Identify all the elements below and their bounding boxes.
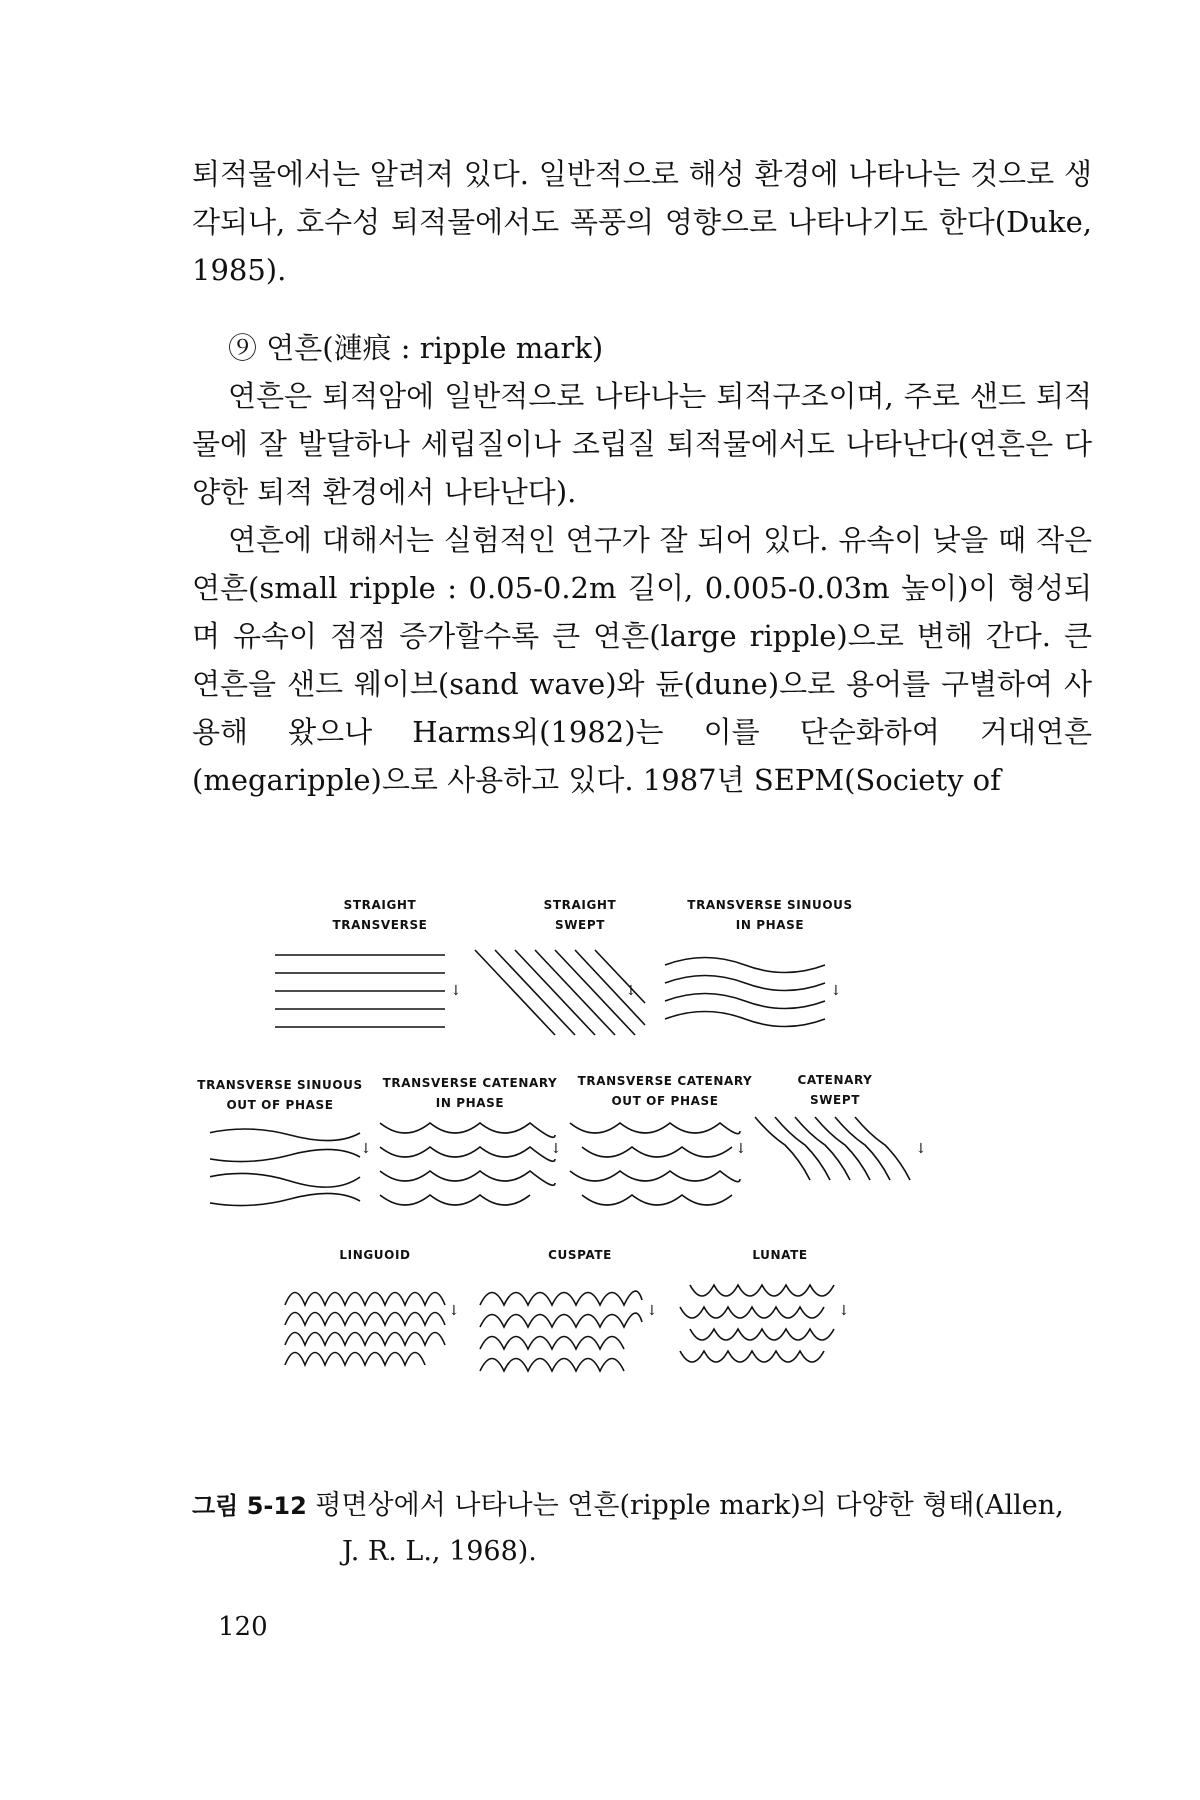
caption-citation: J. R. L., 1968).: [342, 1536, 537, 1567]
paragraph-2: 연흔은 퇴적암에 일반적으로 나타나는 퇴적구조이며, 주로 샌드 퇴적물에 잘 발달하나 세립질이나 조립질 퇴적물에서도 나타난다(연흔은 다양한 퇴적 환경에서 나타난다).: [192, 379, 1092, 509]
ripple-mark-figure: [197, 895, 1090, 1445]
transverse-sinuous-in-phase-diagram: [665, 958, 842, 1027]
lunate-diagram: [680, 1285, 850, 1362]
flow-arrow-icon: ↓: [838, 1303, 850, 1319]
label-linguoid: LINGUOID: [339, 1248, 411, 1262]
caption-text: 평면상에서 나타나는 연흔(ripple mark)의 다양한 형태(Allen,: [315, 1490, 1064, 1521]
transverse-catenary-in-phase-diagram: [380, 1123, 562, 1205]
linguoid-diagram: [285, 1293, 460, 1366]
flow-arrow-icon: ↓: [625, 983, 637, 999]
straight-swept-diagram: [475, 950, 645, 1035]
figure-number: 그림 5-12: [192, 1492, 307, 1520]
body-text: [192, 150, 1092, 804]
label-straight-swept: STRAIGHT SWEPT: [543, 898, 617, 932]
label-lunate: LUNATE: [752, 1248, 808, 1262]
straight-transverse-diagram: [275, 955, 462, 1027]
transverse-sinuous-out-of-phase-diagram: [210, 1129, 372, 1206]
cuspate-diagram: [480, 1291, 658, 1371]
ripple-drawings: [210, 895, 1090, 1445]
section-heading: ⑨ 연흔(漣痕 : ripple mark): [228, 331, 604, 365]
label-straight-transverse: STRAIGHT TRANSVERSE: [332, 898, 428, 932]
paragraph-1: 퇴적물에서는 알려져 있다. 일반적으로 해성 환경에 나타나는 것으로 생각되나, 호수성 퇴적물에서도 폭풍의 영향으로 나타나기도 한다(Duke, 1985).: [192, 157, 1092, 287]
figure-caption: [192, 1483, 1112, 1575]
label-catenary-swept: CATENARY SWEPT: [797, 1073, 873, 1107]
flow-arrow-icon: ↓: [735, 1141, 747, 1157]
flow-arrow-icon: ↓: [915, 1141, 927, 1157]
transverse-catenary-out-of-phase-diagram: [570, 1123, 747, 1205]
page-number: 120: [218, 1612, 268, 1642]
label-transverse-catenary-out-of-phase: TRANSVERSE CATENARY OUT OF PHASE: [577, 1074, 753, 1108]
flow-arrow-icon: ↓: [448, 1303, 460, 1319]
flow-arrow-icon: ↓: [646, 1303, 658, 1319]
label-transverse-sinuous-out-of-phase: TRANSVERSE SINUOUS OUT OF PHASE: [197, 1078, 363, 1112]
flow-arrow-icon: ↓: [550, 1141, 562, 1157]
flow-arrow-icon: ↓: [450, 983, 462, 999]
flow-arrow-icon: ↓: [360, 1141, 372, 1157]
label-cuspate: CUSPATE: [548, 1248, 612, 1262]
label-transverse-catenary-in-phase: TRANSVERSE CATENARY IN PHASE: [382, 1076, 558, 1110]
catenary-swept-diagram: [755, 1117, 927, 1180]
flow-arrow-icon: ↓: [830, 983, 842, 999]
paragraph-3: 연흔에 대해서는 실험적인 연구가 잘 되어 있다. 유속이 낮을 때 작은 연흔(small ripple : 0.05-0.2m 길이, 0.005-0.03m 높이)이 형성되며 유속이 점점 증가할수록 큰 연흔(large ripple)으로 변해 간다. 큰 연흔을 샌드 웨이브(sand wave)와 듄(dune)으로 용어를 구별하여 사용해 왔으나 Harms외(1982)는 이를 단순화하여 거대연흔(megaripple)으로 사용하고 있다. 1987년 SEPM(Society of: [192, 523, 1092, 797]
label-transverse-sinuous-in-phase: TRANSVERSE SINUOUS IN PHASE: [687, 898, 853, 932]
